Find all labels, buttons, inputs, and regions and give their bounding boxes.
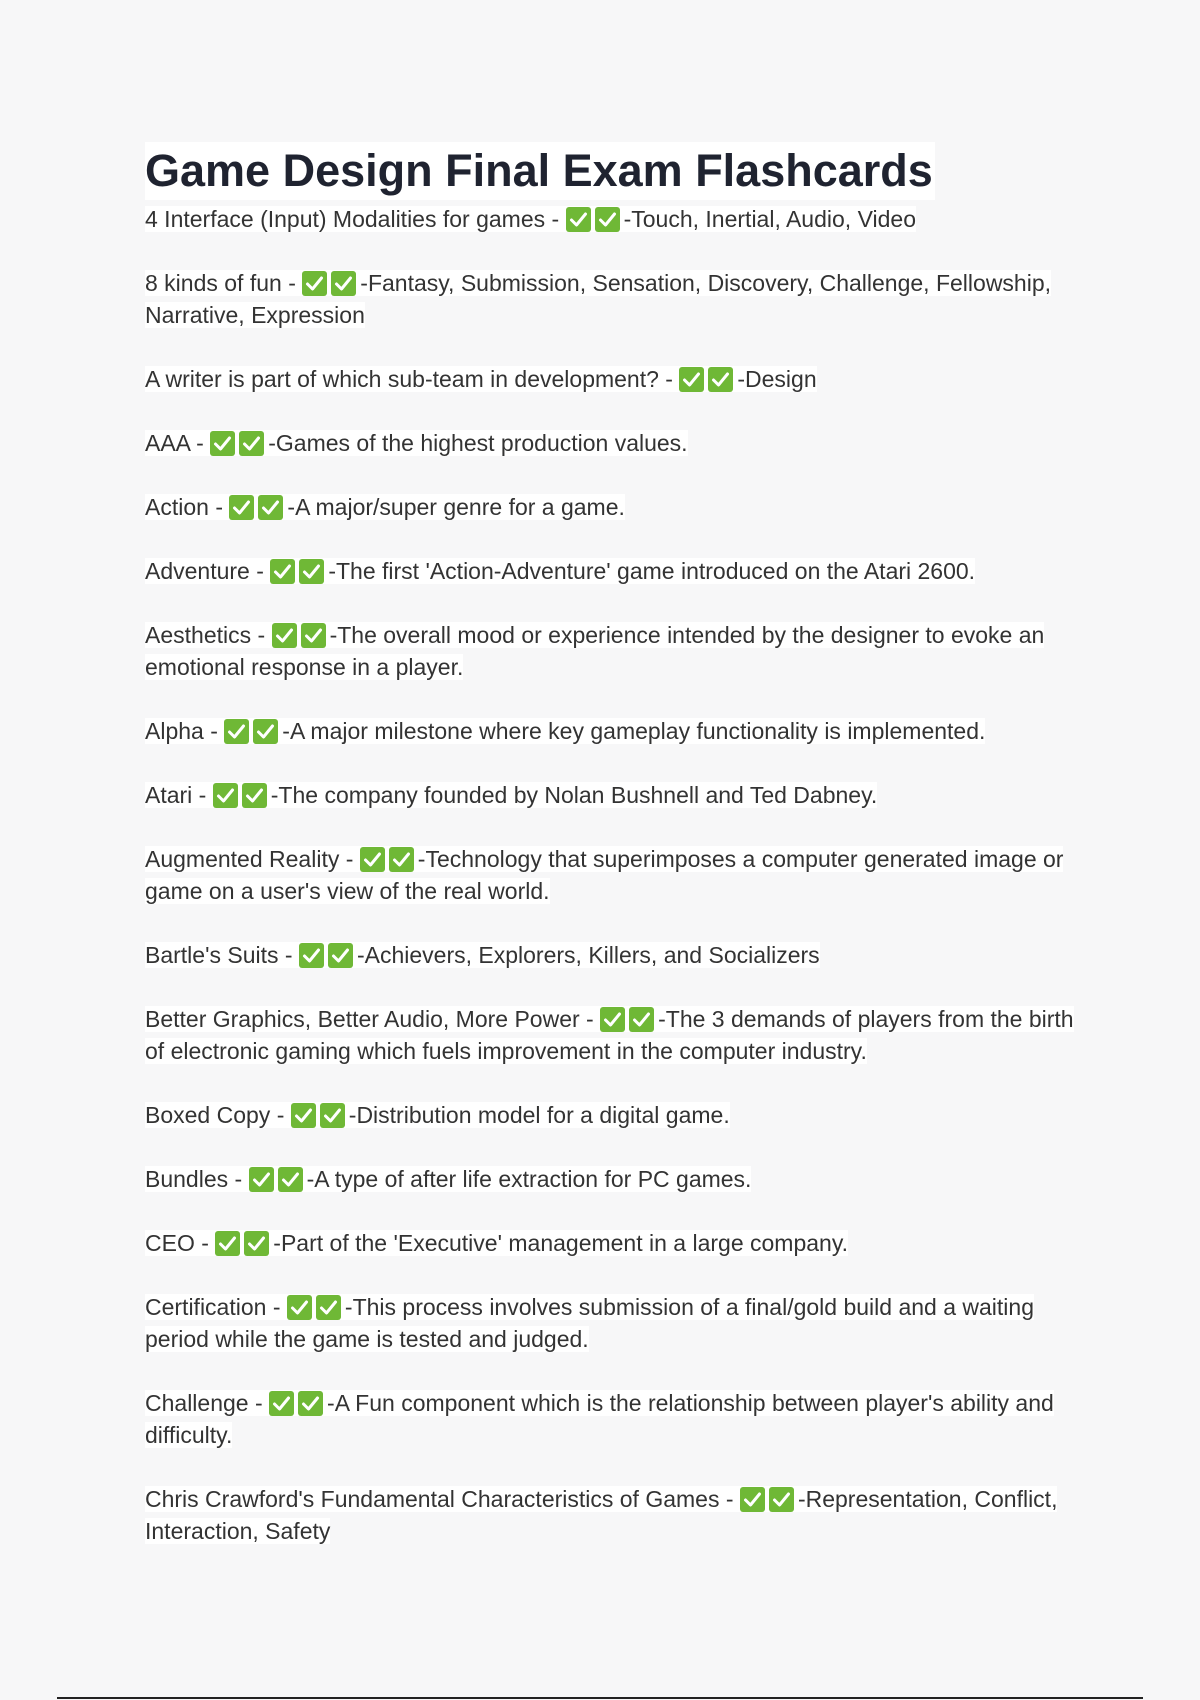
- flashcard-definition: A major milestone where key gameplay functionality is implemented.: [289, 718, 986, 744]
- definition-dash: -: [287, 494, 296, 520]
- check-marks: [213, 782, 271, 808]
- definition-dash: -: [797, 1486, 806, 1512]
- flashcard-definition: The first 'Action-Adventure' game introduced on the Atari 2600.: [335, 558, 976, 584]
- check-icon: [740, 1487, 765, 1512]
- check-icon: [213, 783, 238, 808]
- flashcard-text: [145, 1486, 1057, 1544]
- check-icon: [331, 271, 356, 296]
- term-separator: -: [658, 366, 680, 392]
- flashcard-term: 4 Interface (Input) Modalities for games: [145, 206, 546, 232]
- check-icon: [272, 623, 297, 648]
- flashcard-text: [145, 494, 625, 520]
- term-separator: -: [189, 430, 211, 456]
- flashcard-definition: Representation, Conflict, Interaction, Safety: [145, 1486, 1058, 1544]
- check-icon: [302, 271, 327, 296]
- flashcard-definition: The overall mood or experience intended by the designer to evoke an emotional response in a player.: [145, 622, 1045, 680]
- check-icon: [291, 1103, 316, 1128]
- check-icon: [708, 367, 733, 392]
- check-marks: [249, 1166, 307, 1192]
- check-icon: [299, 559, 324, 584]
- term-separator: -: [270, 1102, 291, 1128]
- check-icon: [287, 1295, 312, 1320]
- flashcard-text: [145, 1230, 848, 1256]
- term-separator: -: [339, 846, 360, 872]
- flashcard-definition: A major/super genre for a game.: [295, 494, 625, 520]
- check-marks: [291, 1102, 349, 1128]
- check-icon: [229, 495, 254, 520]
- flashcard-text: [145, 1006, 1074, 1064]
- flashcard-definition: Games of the highest production values.: [275, 430, 688, 456]
- flashcard-definition: This process involves submission of a final/gold build and a waiting period while the game is tested and judged.: [145, 1294, 1034, 1352]
- flashcard-item-1: [145, 203, 1075, 235]
- flashcard-item-15: [145, 1227, 1075, 1259]
- flashcard-text: [145, 206, 916, 232]
- flashcard-term: Bundles: [145, 1166, 229, 1192]
- check-icon: [270, 559, 295, 584]
- definition-dash: -: [273, 1230, 281, 1256]
- flashcard-text: [145, 366, 817, 392]
- definition-dash: -: [344, 1294, 353, 1320]
- flashcard-term: Adventure: [145, 558, 250, 584]
- definition-dash: -: [623, 206, 632, 232]
- definition-dash: -: [282, 718, 290, 744]
- check-icon: [301, 623, 326, 648]
- page-title: Game Design Final Exam Flashcards: [145, 142, 935, 200]
- check-icon: [566, 207, 591, 232]
- flashcard-term: Alpha: [145, 718, 204, 744]
- check-icon: [629, 1007, 654, 1032]
- flashcard-text: [145, 1390, 1054, 1448]
- check-icon: [360, 847, 385, 872]
- flashcard-term: Boxed Copy: [145, 1102, 271, 1128]
- flashcard-definition: The 3 demands of players from the birth of electronic gaming which fuels improvement in the computer industry.: [145, 1006, 1074, 1064]
- flashcard-item-6: [145, 555, 1075, 587]
- flashcard-item-8: [145, 715, 1075, 747]
- flashcard-term: AAA: [145, 430, 190, 456]
- flashcard-text: [145, 270, 1051, 328]
- check-marks: [360, 846, 418, 872]
- flashcard-item-18: [145, 1483, 1075, 1547]
- definition-dash: -: [348, 1102, 357, 1128]
- flashcard-term: 8 kinds of fun: [145, 270, 282, 296]
- check-icon: [210, 431, 235, 456]
- check-marks: [299, 942, 357, 968]
- flashcard-term: Bartle's Suits: [145, 942, 279, 968]
- check-icon: [299, 943, 324, 968]
- term-separator: -: [203, 718, 225, 744]
- check-icon: [328, 943, 353, 968]
- check-marks: [679, 366, 737, 392]
- check-icon: [316, 1295, 341, 1320]
- flashcard-term: Better Graphics, Better Audio, More Power: [145, 1006, 580, 1032]
- flashcard-term: A writer is part of which sub-team in development?: [145, 366, 659, 392]
- term-separator: -: [719, 1486, 740, 1512]
- check-marks: [229, 494, 287, 520]
- term-separator: -: [194, 1230, 216, 1256]
- term-separator: -: [248, 1390, 270, 1416]
- flashcard-term: Chris Crawford's Fundamental Characteristics of Games: [145, 1486, 720, 1512]
- term-separator: -: [208, 494, 230, 520]
- flashcard-text: [145, 846, 1063, 904]
- flashcard-definition: A Fun component which is the relationship between player's ability and difficulty.: [145, 1390, 1054, 1448]
- flashcard-definition: Touch, Inertial, Audio, Video: [631, 206, 916, 232]
- flashcard-text: [145, 942, 820, 968]
- check-icon: [320, 1103, 345, 1128]
- flashcard-term: Challenge: [145, 1390, 249, 1416]
- check-icon: [278, 1167, 303, 1192]
- term-separator: -: [545, 206, 566, 232]
- check-icon: [244, 1231, 269, 1256]
- flashcard-text: [145, 782, 877, 808]
- term-separator: -: [281, 270, 303, 296]
- check-marks: [740, 1486, 798, 1512]
- flashcard-item-11: [145, 939, 1075, 971]
- flashcard-item-3: [145, 363, 1075, 395]
- definition-dash: -: [270, 782, 279, 808]
- check-marks: [210, 430, 268, 456]
- flashcard-item-7: [145, 619, 1075, 683]
- check-icon: [239, 431, 264, 456]
- flashcard-item-10: [145, 843, 1075, 907]
- term-separator: -: [192, 782, 213, 808]
- flashcard-item-2: [145, 267, 1075, 331]
- flashcard-definition: A type of after life extraction for PC games.: [314, 1166, 752, 1192]
- flashcard-text: [145, 718, 985, 744]
- flashcard-definition: Design: [745, 366, 817, 392]
- term-separator: -: [278, 942, 299, 968]
- check-icon: [769, 1487, 794, 1512]
- flashcard-term: Action: [145, 494, 209, 520]
- definition-dash: -: [327, 1390, 335, 1416]
- flashcard-definition: Fantasy, Submission, Sensation, Discovery, Challenge, Fellowship, Narrative, Expression: [145, 270, 1052, 328]
- flashcard-item-16: [145, 1291, 1075, 1355]
- check-icon: [600, 1007, 625, 1032]
- check-marks: [224, 718, 282, 744]
- definition-dash: -: [306, 1166, 315, 1192]
- definition-dash: -: [360, 270, 368, 296]
- flashcard-text: [145, 558, 975, 584]
- check-icon: [258, 495, 283, 520]
- check-icon: [215, 1231, 240, 1256]
- flashcard-term: Augmented Reality: [145, 846, 340, 872]
- term-separator: -: [266, 1294, 287, 1320]
- term-separator: -: [249, 558, 271, 584]
- flashcard-item-4: [145, 427, 1075, 459]
- definition-dash: -: [268, 430, 276, 456]
- document-body: [145, 142, 1075, 1579]
- check-marks: [566, 206, 624, 232]
- check-marks: [270, 558, 328, 584]
- check-icon: [679, 367, 704, 392]
- flashcard-text: [145, 430, 688, 456]
- check-marks: [287, 1294, 345, 1320]
- definition-dash: -: [356, 942, 365, 968]
- flashcard-term: Atari: [145, 782, 193, 808]
- flashcard-text: [145, 1102, 730, 1128]
- check-icon: [298, 1391, 323, 1416]
- flashcard-item-13: [145, 1099, 1075, 1131]
- check-icon: [389, 847, 414, 872]
- flashcard-list: [145, 203, 1075, 1547]
- check-marks: [302, 270, 360, 296]
- check-icon: [269, 1391, 294, 1416]
- flashcard-text: [145, 1166, 751, 1192]
- flashcard-item-5: [145, 491, 1075, 523]
- page-divider: [57, 1697, 1143, 1699]
- definition-dash: -: [417, 846, 426, 872]
- flashcard-item-17: [145, 1387, 1075, 1451]
- flashcard-item-9: [145, 779, 1075, 811]
- term-separator: -: [579, 1006, 601, 1032]
- definition-dash: -: [329, 622, 338, 648]
- check-marks: [600, 1006, 658, 1032]
- flashcard-definition: Part of the 'Executive' management in a large company.: [280, 1230, 849, 1256]
- definition-dash: -: [737, 366, 746, 392]
- definition-dash: -: [328, 558, 336, 584]
- term-separator: -: [228, 1166, 249, 1192]
- flashcard-text: [145, 622, 1044, 680]
- check-marks: [215, 1230, 273, 1256]
- flashcard-term: CEO: [145, 1230, 195, 1256]
- flashcard-term: Aesthetics: [145, 622, 252, 648]
- check-icon: [249, 1167, 274, 1192]
- definition-dash: -: [658, 1006, 666, 1032]
- flashcard-text: [145, 1294, 1034, 1352]
- check-icon: [242, 783, 267, 808]
- flashcard-definition: Distribution model for a digital game.: [356, 1102, 730, 1128]
- flashcard-term: Certification: [145, 1294, 267, 1320]
- check-marks: [269, 1390, 327, 1416]
- flashcard-definition: The company founded by Nolan Bushnell and Ted Dabney.: [278, 782, 878, 808]
- check-icon: [595, 207, 620, 232]
- check-icon: [253, 719, 278, 744]
- check-icon: [224, 719, 249, 744]
- check-marks: [272, 622, 330, 648]
- flashcard-item-14: [145, 1163, 1075, 1195]
- flashcard-definition: Technology that superimposes a computer generated image or game on a user's view of the real world.: [145, 846, 1064, 904]
- flashcard-item-12: [145, 1003, 1075, 1067]
- term-separator: -: [251, 622, 272, 648]
- flashcard-definition: Achievers, Explorers, Killers, and Socializers: [364, 942, 820, 968]
